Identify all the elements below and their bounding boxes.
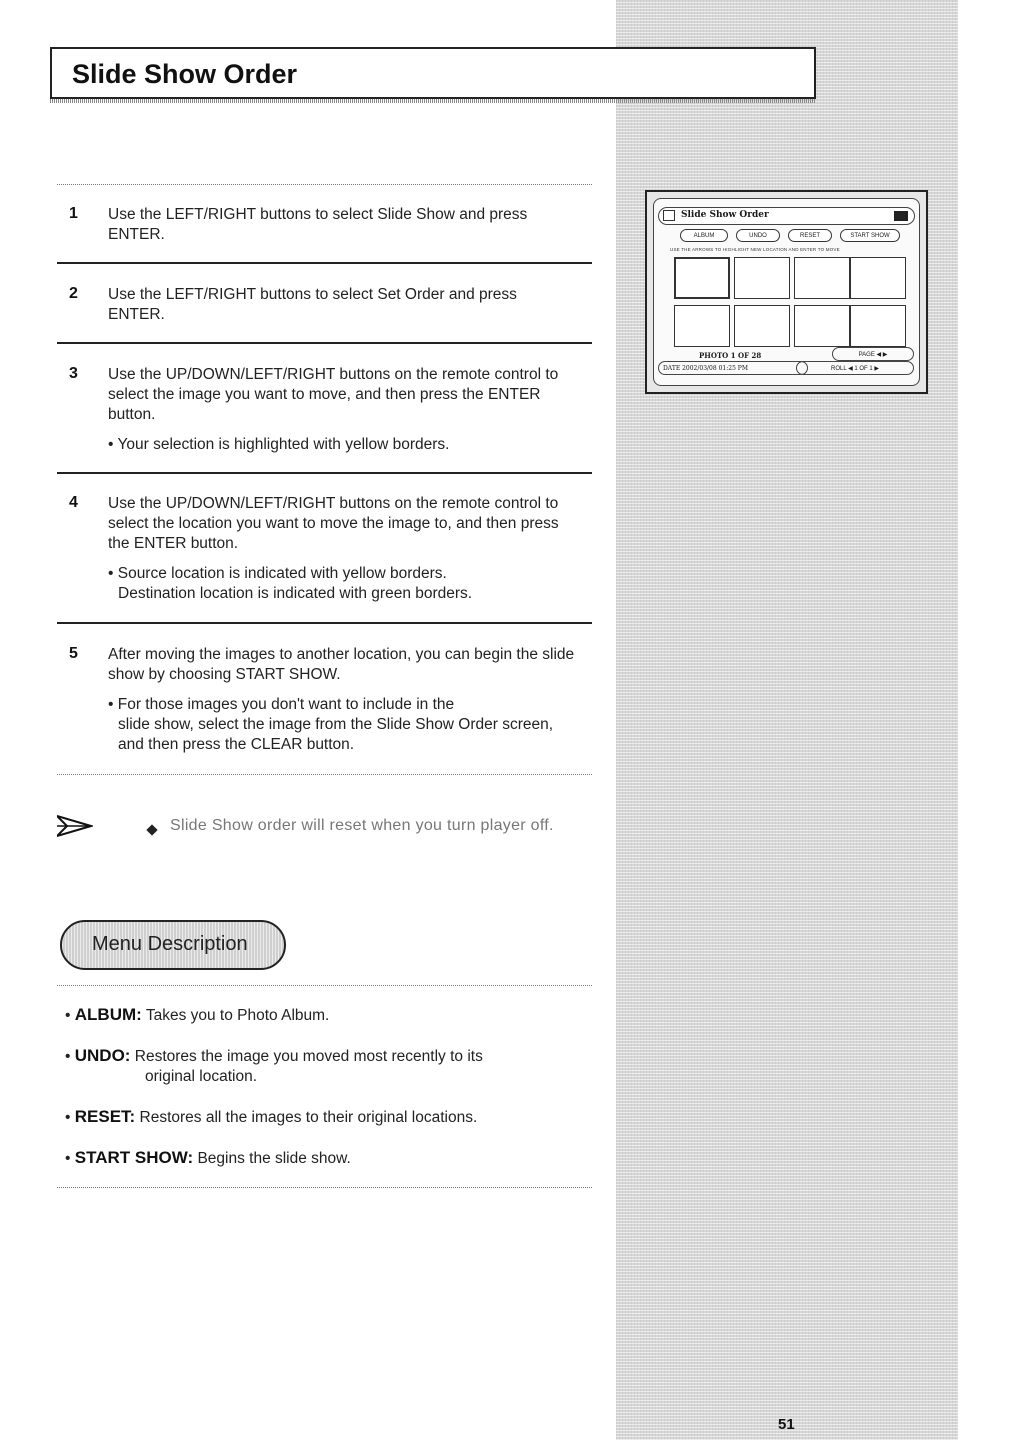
desc-text: Takes you to Photo Album.: [145, 1007, 330, 1024]
screen-header: [658, 207, 915, 225]
divider-top: [57, 184, 592, 185]
step-number: 1: [69, 205, 78, 222]
page-number: 51: [778, 1416, 795, 1433]
step-4: [57, 494, 592, 604]
page-title: Slide Show Order: [72, 59, 298, 89]
step-5: [57, 645, 592, 755]
desc-key: UNDO:: [74, 1046, 131, 1065]
desc-item-start-show: [65, 1148, 595, 1169]
screen-hint: USE THE ARROWS TO HIGHLIGHT NEW LOCATION AND ENTER TO MOVE: [670, 247, 840, 252]
album-button[interactable]: ALBUM: [680, 229, 728, 242]
reset-button[interactable]: RESET: [788, 229, 832, 242]
step-3: [57, 365, 592, 455]
divider: [57, 472, 592, 474]
desc-key: ALBUM:: [74, 1005, 142, 1024]
thumbnail[interactable]: [794, 257, 850, 299]
thumbnail[interactable]: [794, 305, 850, 347]
thumbnail[interactable]: [734, 257, 790, 299]
divider: [57, 622, 592, 624]
step-number: 2: [69, 285, 78, 302]
step-text: Use the UP/DOWN/LEFT/RIGHT buttons on the remote control to select the image you want to move, and then press the ENTER button.: [108, 366, 559, 423]
screen-title: Slide Show Order: [681, 210, 769, 220]
undo-button[interactable]: UNDO: [736, 229, 780, 242]
desc-item-undo: [65, 1046, 595, 1087]
bullet: •: [65, 1150, 71, 1167]
memory-card-icon: [894, 211, 908, 221]
menu-description-badge: [60, 920, 286, 970]
bullet: •: [65, 1109, 71, 1126]
divider: [57, 342, 592, 344]
step-note-line: Destination location is indicated with green borders.: [118, 585, 473, 602]
roll-control[interactable]: ROLL ◀ 1 OF 1 ▶: [796, 361, 914, 375]
diamond-bullet-icon: [146, 824, 157, 835]
screen-mockup: [645, 190, 928, 394]
thumbnail[interactable]: [674, 257, 730, 299]
menu-description-label: Menu Description: [92, 933, 248, 955]
step-number: 5: [69, 645, 78, 662]
menu-description-list: [65, 1005, 595, 1189]
step-note: • Your selection is highlighted with yellow borders.: [108, 436, 450, 453]
step-note-line: • Source location is indicated with yellow borders.: [108, 565, 447, 582]
step-note-line: • For those images you don't want to include in the: [108, 696, 455, 713]
step-note-line: slide show, select the image from the Slide Show Order screen, and then press the CLEAR button.: [118, 716, 554, 753]
arrow-icon: [57, 814, 93, 838]
desc-text: Begins the slide show.: [197, 1150, 351, 1167]
step-1: [57, 205, 592, 245]
desc-key: RESET:: [74, 1107, 136, 1126]
desc-text: Restores all the images to their original locations.: [139, 1109, 478, 1126]
desc-text: Restores the image you moved most recently to its: [134, 1048, 483, 1065]
thumbnail[interactable]: [850, 305, 906, 347]
step-note: [108, 564, 578, 604]
divider-menu-top: [57, 985, 592, 986]
step-number: 3: [69, 365, 78, 382]
photo-counter: PHOTO 1 OF 28: [699, 351, 762, 360]
page-control[interactable]: PAGE ◀ ▶: [832, 347, 914, 361]
step-text: Use the LEFT/RIGHT buttons to select Set Order and press ENTER.: [108, 286, 517, 323]
thumbnail[interactable]: [734, 305, 790, 347]
step-note: [108, 695, 578, 755]
divider-menu-bottom: [57, 1187, 592, 1188]
step-2: [57, 285, 592, 325]
step-number: 4: [69, 494, 78, 511]
note-row: [57, 812, 597, 846]
desc-key: START SHOW:: [74, 1148, 194, 1167]
thumbnail[interactable]: [850, 257, 906, 299]
screen-buttons: [680, 229, 900, 243]
step-text: Use the LEFT/RIGHT buttons to select Slide Show and press ENTER.: [108, 206, 528, 243]
date-readout: DATE 2002/03/08 01:25 PM: [658, 361, 808, 375]
divider: [57, 262, 592, 264]
screen-inner: [653, 198, 920, 386]
desc-text-cont: original location.: [145, 1068, 258, 1085]
note-text: Slide Show order will reset when you turn player off.: [170, 817, 554, 834]
desc-item-reset: [65, 1107, 595, 1128]
step-text: After moving the images to another location, you can begin the slide show by choosing START SHOW.: [108, 646, 575, 683]
start-show-button[interactable]: START SHOW: [840, 229, 900, 242]
divider-bottom: [57, 774, 592, 775]
bullet: •: [65, 1007, 71, 1024]
desc-item-album: [65, 1005, 595, 1026]
bullet: •: [65, 1048, 71, 1065]
thumbnail[interactable]: [674, 305, 730, 347]
step-text: Use the UP/DOWN/LEFT/RIGHT buttons on the remote control to select the location you want to move the image to, and then press the ENTER button.: [108, 495, 559, 552]
title-box: [50, 47, 816, 99]
slideshow-icon: [663, 210, 675, 221]
